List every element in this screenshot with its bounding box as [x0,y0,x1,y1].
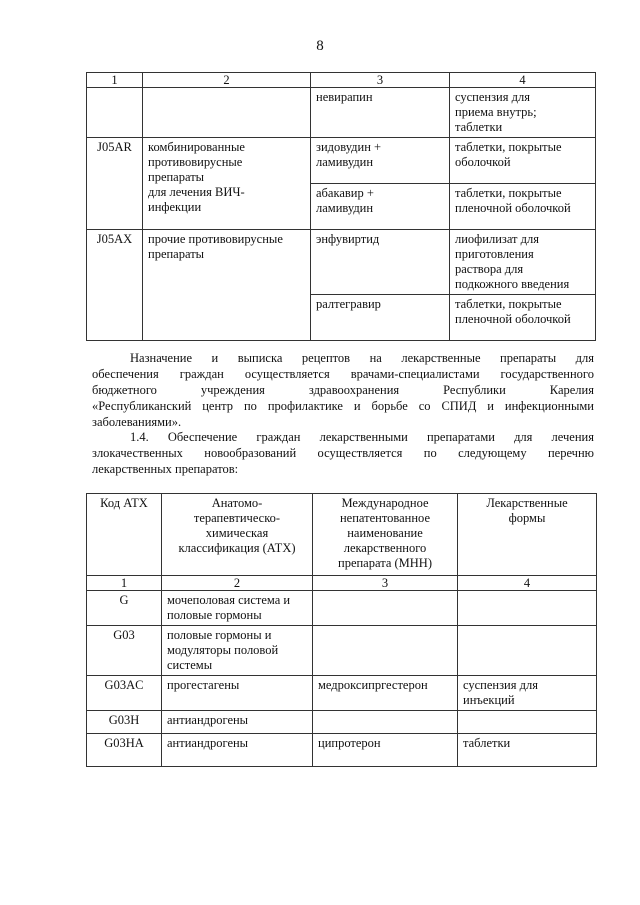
dosage-form-cell [450,230,596,295]
dosage-form-cell [458,591,597,626]
cell-line: инфекции [148,200,202,214]
cell-line: G03 [113,628,135,642]
cell-line: G03H [108,713,140,727]
oncology-drug-table [86,493,597,767]
cell-line: половые гормоны и [167,628,272,642]
cell-line: таблетки [463,736,511,750]
column-header [313,494,458,576]
cell-line: оболочкой [455,155,511,169]
cell-line: Международное [341,496,429,510]
paragraph-line: обеспечения граждан осуществляется врачами-специалистами государственного [92,367,594,381]
cell-line: антиандрогены [167,713,249,727]
cell-line: для лечения ВИЧ- [148,185,245,199]
atc-code-cell [87,734,162,767]
cell-line: формы [508,511,546,525]
cell-line: ципротерон [318,736,381,750]
paragraph-line: лекарственных препаратов: [92,462,239,476]
atc-code-cell [87,230,143,341]
cell-line: таблетки, покрытые [455,140,562,154]
atc-code-cell [87,138,143,230]
cell-line: модуляторы половой [167,643,279,657]
atc-code-cell [87,626,162,676]
atc-code-cell [87,591,162,626]
cell-line: невирапин [316,90,373,104]
table-row [87,711,597,734]
cell-line: лекарственного [343,541,427,555]
inn-cell [313,734,458,767]
paragraph-line: «Республиканский центр по профилактике и борьбе со СПИД и инфекционными [92,399,594,413]
cell-line: препараты [148,170,205,184]
inn-cell [311,88,450,138]
cell-line: приема внутрь; [455,105,537,119]
classification-cell [143,230,311,341]
column-number: 4 [450,73,596,88]
dosage-form-cell [450,138,596,184]
paragraph-prescription-note [92,350,594,430]
column-number: 1 [87,73,143,88]
cell-line: ламивудин [316,201,374,215]
inn-cell [311,295,450,341]
cell-line: J05AR [97,140,132,154]
cell-line: приготовления [455,247,534,261]
classification-cell [162,591,313,626]
column-header [162,494,313,576]
cell-line: ралтегравир [316,297,381,311]
classification-cell [143,88,311,138]
cell-line: мочеполовая система и [167,593,291,607]
inn-cell [311,138,450,184]
inn-cell [313,591,458,626]
classification-cell [162,676,313,711]
table-row [87,676,597,711]
table-row [87,88,596,138]
cell-line: таблетки, покрытые [455,297,562,311]
column-number: 1 [87,576,162,591]
atc-code-cell [87,711,162,734]
classification-cell [162,711,313,734]
classification-cell [143,138,311,230]
cell-line: препарата (МНН) [338,556,432,570]
cell-line: суспензия для [455,90,530,104]
cell-line: суспензия для [463,678,538,692]
cell-line: G [119,593,129,607]
cell-line: G03AC [104,678,144,692]
cell-line: G03HA [104,736,144,750]
cell-line: пленочной оболочкой [455,312,571,326]
cell-line: препараты [148,247,205,261]
dosage-form-cell [458,676,597,711]
dosage-form-cell [458,711,597,734]
dosage-form-cell [458,734,597,767]
paragraph-section-1-4 [92,429,594,477]
table-header-row [87,73,596,88]
column-number: 3 [311,73,450,88]
cell-line: энфувиртид [316,232,380,246]
cell-line: Лекарственные [486,496,568,510]
dosage-form-cell [450,88,596,138]
column-number: 2 [162,576,313,591]
inn-cell [311,230,450,295]
cell-line: J05AX [96,232,133,246]
cell-line: Анатомо- [211,496,263,510]
paragraph-line: злокачественных новообразований осуществляется по следующему перечню [92,446,594,460]
cell-line: инъекций [463,693,515,707]
table-row [87,734,597,767]
cell-line: абакавир + [316,186,374,200]
cell-line: классификация (АТХ) [178,541,296,555]
inn-cell [313,676,458,711]
inn-cell [313,626,458,676]
dosage-form-cell [450,295,596,341]
cell-line: комбинированные [148,140,245,154]
paragraph-line: 1.4. Обеспечение граждан лекарственными препаратами для лечения [130,430,594,444]
column-header-row [87,494,597,576]
cell-line: ламивудин [316,155,374,169]
page-number: 8 [316,38,324,54]
cell-line: таблетки [455,120,503,134]
column-number: 4 [458,576,597,591]
cell-line: половые гормоны [167,608,262,622]
cell-line: терапевтическо- [193,511,281,525]
column-number: 2 [143,73,311,88]
cell-line: пленочной оболочкой [455,201,571,215]
cell-line: химическая [205,526,269,540]
paragraph-line: Назначение и выписка рецептов на лекарственные препараты для [130,351,594,365]
table-row [87,626,597,676]
atc-code-cell [87,676,162,711]
cell-line: подкожного введения [455,277,570,291]
cell-line: непатентованное [339,511,430,525]
atc-code-cell [87,88,143,138]
cell-line: Код АТХ [100,496,148,510]
table-row [87,591,597,626]
cell-line: прочие противовирусные [148,232,283,246]
cell-line: зидовудин + [316,140,382,154]
column-number: 3 [313,576,458,591]
column-number-row [87,576,597,591]
classification-cell [162,734,313,767]
column-header [87,494,162,576]
dosage-form-cell [450,184,596,230]
inn-cell [313,711,458,734]
cell-line: таблетки, покрытые [455,186,562,200]
cell-line: лиофилизат для [455,232,539,246]
paragraph-line: заболеваниями». [92,415,182,429]
cell-line: противовирусные [148,155,243,169]
cell-line: системы [167,658,213,672]
cell-line: наименование [347,526,423,540]
inn-cell [311,184,450,230]
cell-line: медроксипргестерон [318,678,428,692]
classification-cell [162,626,313,676]
cell-line: раствора для [455,262,524,276]
table-row [87,230,596,295]
cell-line: антиандрогены [167,736,249,750]
drug-table-continued [86,72,596,341]
column-header [458,494,597,576]
paragraph-line: бюджетного учреждения здравоохранения Республики Карелия [92,383,594,397]
cell-line: прогестагены [167,678,240,692]
dosage-form-cell [458,626,597,676]
table-row [87,138,596,184]
